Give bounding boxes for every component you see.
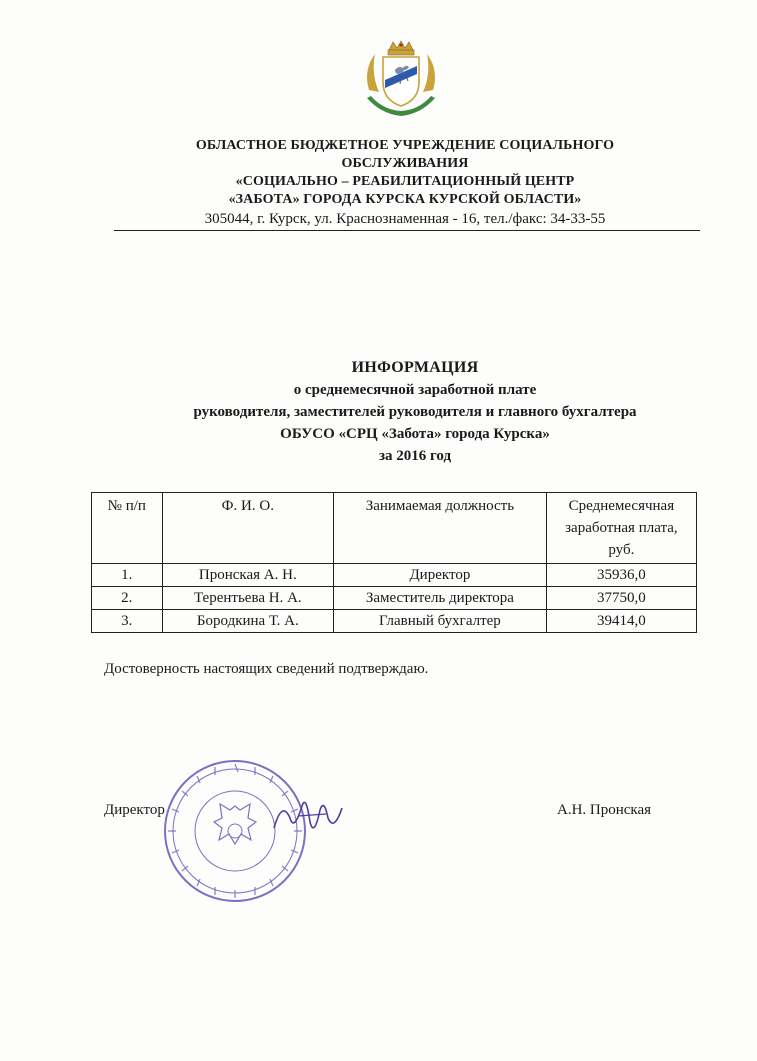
org-name-line-3: «СОЦИАЛЬНО – РЕАБИЛИТАЦИОННЫЙ ЦЕНТР [235, 174, 575, 189]
handwritten-signature-icon [268, 788, 358, 848]
title-line-1: о среднемесячной заработной плате [293, 382, 537, 398]
cell-full-name: Бородкина Т. А. [162, 610, 333, 633]
cell-number: 2. [92, 587, 163, 610]
header-divider [114, 230, 700, 231]
org-name-line-2: ОБСЛУЖИВАНИЯ [341, 156, 469, 171]
cell-salary: 35936,0 [546, 564, 696, 587]
cell-number: 3. [92, 610, 163, 633]
table-row [92, 587, 697, 610]
kursk-coat-of-arms-icon [361, 40, 441, 118]
header-number: № п/п [92, 493, 163, 564]
salary-table [91, 492, 697, 633]
table-row [92, 564, 697, 587]
table-row [92, 610, 697, 633]
header-salary: Среднемесячная заработная плата, руб. [546, 493, 696, 564]
title-main: ИНФОРМАЦИЯ [351, 359, 479, 376]
cell-number: 1. [92, 564, 163, 587]
cell-salary: 37750,0 [546, 587, 696, 610]
cell-salary: 39414,0 [546, 610, 696, 633]
cell-position: Заместитель директора [334, 587, 547, 610]
cell-full-name: Пронская А. Н. [162, 564, 333, 587]
cell-position: Директор [334, 564, 547, 587]
signature-position: Директор [104, 802, 165, 818]
document-title [110, 357, 720, 467]
cell-full-name: Терентьева Н. А. [162, 587, 333, 610]
title-line-2: руководителя, заместителей руководителя и главного бухгалтера [193, 404, 637, 420]
signatory-name: А.Н. Пронская [557, 802, 652, 818]
table-header-row [92, 493, 697, 564]
title-line-3: ОБУСО «СРЦ «Забота» города Курска» [280, 426, 550, 442]
confirmation-statement: Достоверность настоящих сведений подтверждаю. [104, 661, 429, 677]
org-address: 305044, г. Курск, ул. Краснознаменная - 16, тел./факс: 34-33-55 [204, 211, 606, 227]
cell-position: Главный бухгалтер [334, 610, 547, 633]
organization-header [110, 137, 700, 229]
org-name-line-1: ОБЛАСТНОЕ БЮДЖЕТНОЕ УЧРЕЖДЕНИЕ СОЦИАЛЬНОГО [195, 138, 615, 153]
org-name-line-4: «ЗАБОТА» ГОРОДА КУРСКА КУРСКОЙ ОБЛАСТИ» [228, 192, 582, 207]
header-full-name: Ф. И. О. [162, 493, 333, 564]
title-line-4: за 2016 год [378, 448, 452, 464]
header-position: Занимаемая должность [334, 493, 547, 564]
